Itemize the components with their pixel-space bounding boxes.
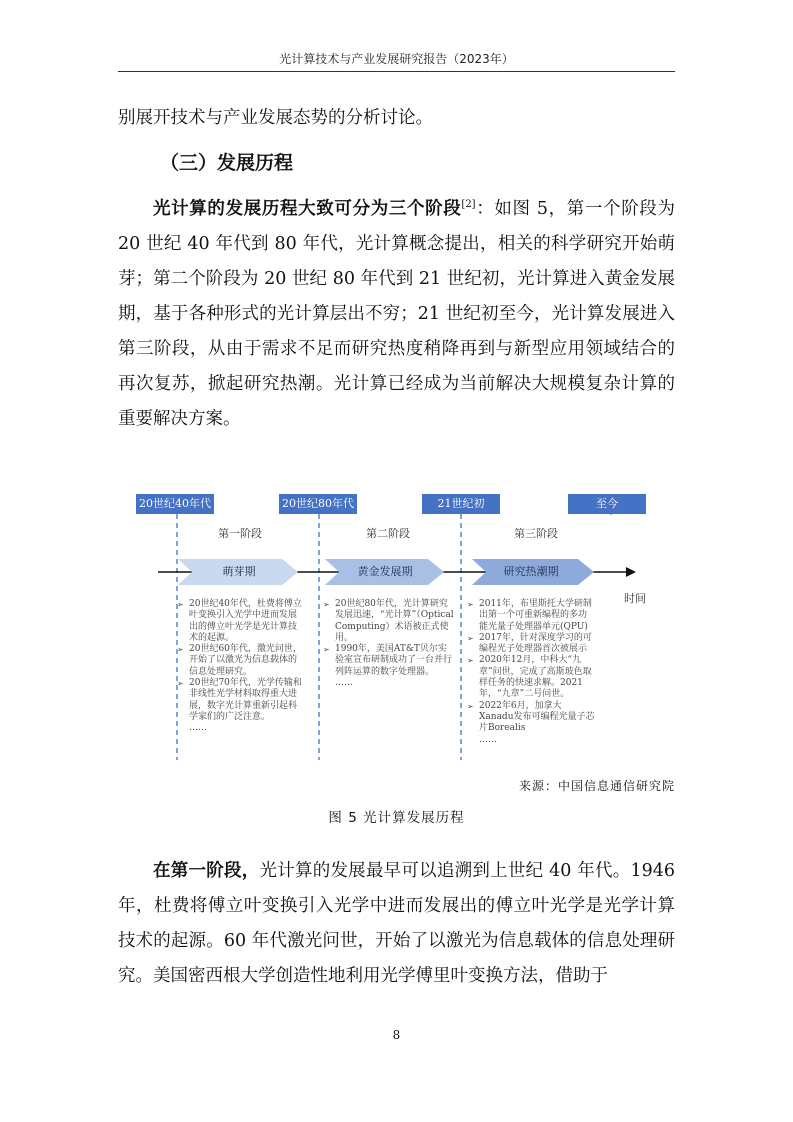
era-label-1980s: 20世纪80年代 xyxy=(279,494,357,514)
list-item: ➢ 20世纪60年代，激光问世，开始了以激光为信息载体的信息处理研究。 xyxy=(177,644,305,678)
stage2-ellipsis: …… xyxy=(335,678,353,689)
timeline-figure xyxy=(120,485,675,765)
page-number: 8 xyxy=(392,1028,401,1042)
list-item: ➢ 20世纪70年代，光学传输和非线性光学材料取得重大进展，数字光计算重新引起科学家们的广泛注意。 xyxy=(177,678,305,723)
stage1-paragraph xyxy=(118,854,675,994)
citation-ref: [2] xyxy=(461,199,476,211)
era-label-present: 至今 xyxy=(568,494,646,514)
overview-text: ：如图 5，第一个阶段为 20 世纪 40 年代到 80 年代，光计算概念提出，相关的科学研究开始萌芽；第二个阶段为 20 世纪 80 年代到 21 世纪初，光计算进入黄金发展期，基于各种形式的光计算层出不穷；21 世纪初至今，光计算发展进入第三阶段，从由于需求不足而研究热度稍降再到与新型应用领域结合的再次复苏，掀起研究热潮。光计算已经成为当前解决大规模复杂计算的重要解决方案。 xyxy=(118,199,675,429)
list-item: ➢ 2011年，布里斯托大学研制出第一个可重新编程的多功能光量子处理器单元(QPU) xyxy=(467,599,595,633)
phase-label-research-boom: 研究热潮期 xyxy=(503,565,559,578)
phase-label-budding: 萌芽期 xyxy=(222,565,256,578)
running-header: 光计算技术与产业发展研究报告（2023年） xyxy=(279,52,514,66)
stage1-text: 光计算的发展最早可以追溯到上世纪 40 年代。1946 年，杜费将傅立叶变换引入光学中进而发展出的傅立叶光学是光学计算技术的起源。60 年代激光问世，开始了以激光为信息载体的信息处理研究。美国密西根大学创造性地利用光学傅里叶变换方法，借助于 xyxy=(118,861,676,986)
stage-label-2: 第二阶段 xyxy=(366,527,410,540)
list-item: ➢ 2022年6月，加拿大Xanadu发布可编程光量子芯片Borealis xyxy=(467,701,595,735)
development-overview-paragraph xyxy=(118,192,675,437)
stage-label-3: 第三阶段 xyxy=(514,527,558,540)
list-item: ➢ 1990年，美国AT&T贝尔实验室宣布研制成功了一台并行列阵运算的数字处理器。 xyxy=(323,644,455,678)
stage1-lead-bold: 在第一阶段， xyxy=(153,861,260,881)
stage3-ellipsis: …… xyxy=(479,734,497,745)
era-label-early-21st: 21世纪初 xyxy=(422,494,500,514)
stage-label-1: 第一阶段 xyxy=(218,527,262,540)
list-item: ➢ 2020年12月，中科大“九章”问世，完成了高斯玻色取样任务的快速求解。2021年，“九章”二号问世。 xyxy=(467,655,595,700)
phase-label-golden: 黄金发展期 xyxy=(357,565,413,578)
list-item: ➢ 20世纪80年代，光计算研究发展迅速，“光计算”（Optical Computing）术语被正式使用。 xyxy=(323,599,455,644)
overview-lead-bold: 光计算的发展历程大致可分为三个阶段 xyxy=(153,199,462,219)
list-item: ➢ 2017年，针对深度学习的可编程光子处理器首次被展示 xyxy=(467,633,595,656)
stage1-events xyxy=(177,599,305,734)
stage3-events xyxy=(467,599,595,746)
figure-source: 来源：中国信息通信研究院 xyxy=(518,779,675,793)
time-axis-label: 时间 xyxy=(624,592,646,605)
stage1-ellipsis: …… xyxy=(189,723,207,734)
section-heading: （三）发展历程 xyxy=(160,152,294,174)
list-item: ➢ 20世纪40年代，杜费将傅立叶变换引入光学中进而发展出的傅立叶光学是光计算技术的起源。 xyxy=(177,599,305,644)
header-rule xyxy=(118,71,675,72)
time-axis-arrowhead xyxy=(626,567,636,577)
intro-paragraph: 别展开技术与产业发展态势的分析讨论。 xyxy=(118,108,433,128)
figure-caption: 图 5 光计算发展历程 xyxy=(328,810,465,826)
stage2-events xyxy=(323,599,455,689)
era-label-1940s: 20世纪40年代 xyxy=(136,494,214,514)
